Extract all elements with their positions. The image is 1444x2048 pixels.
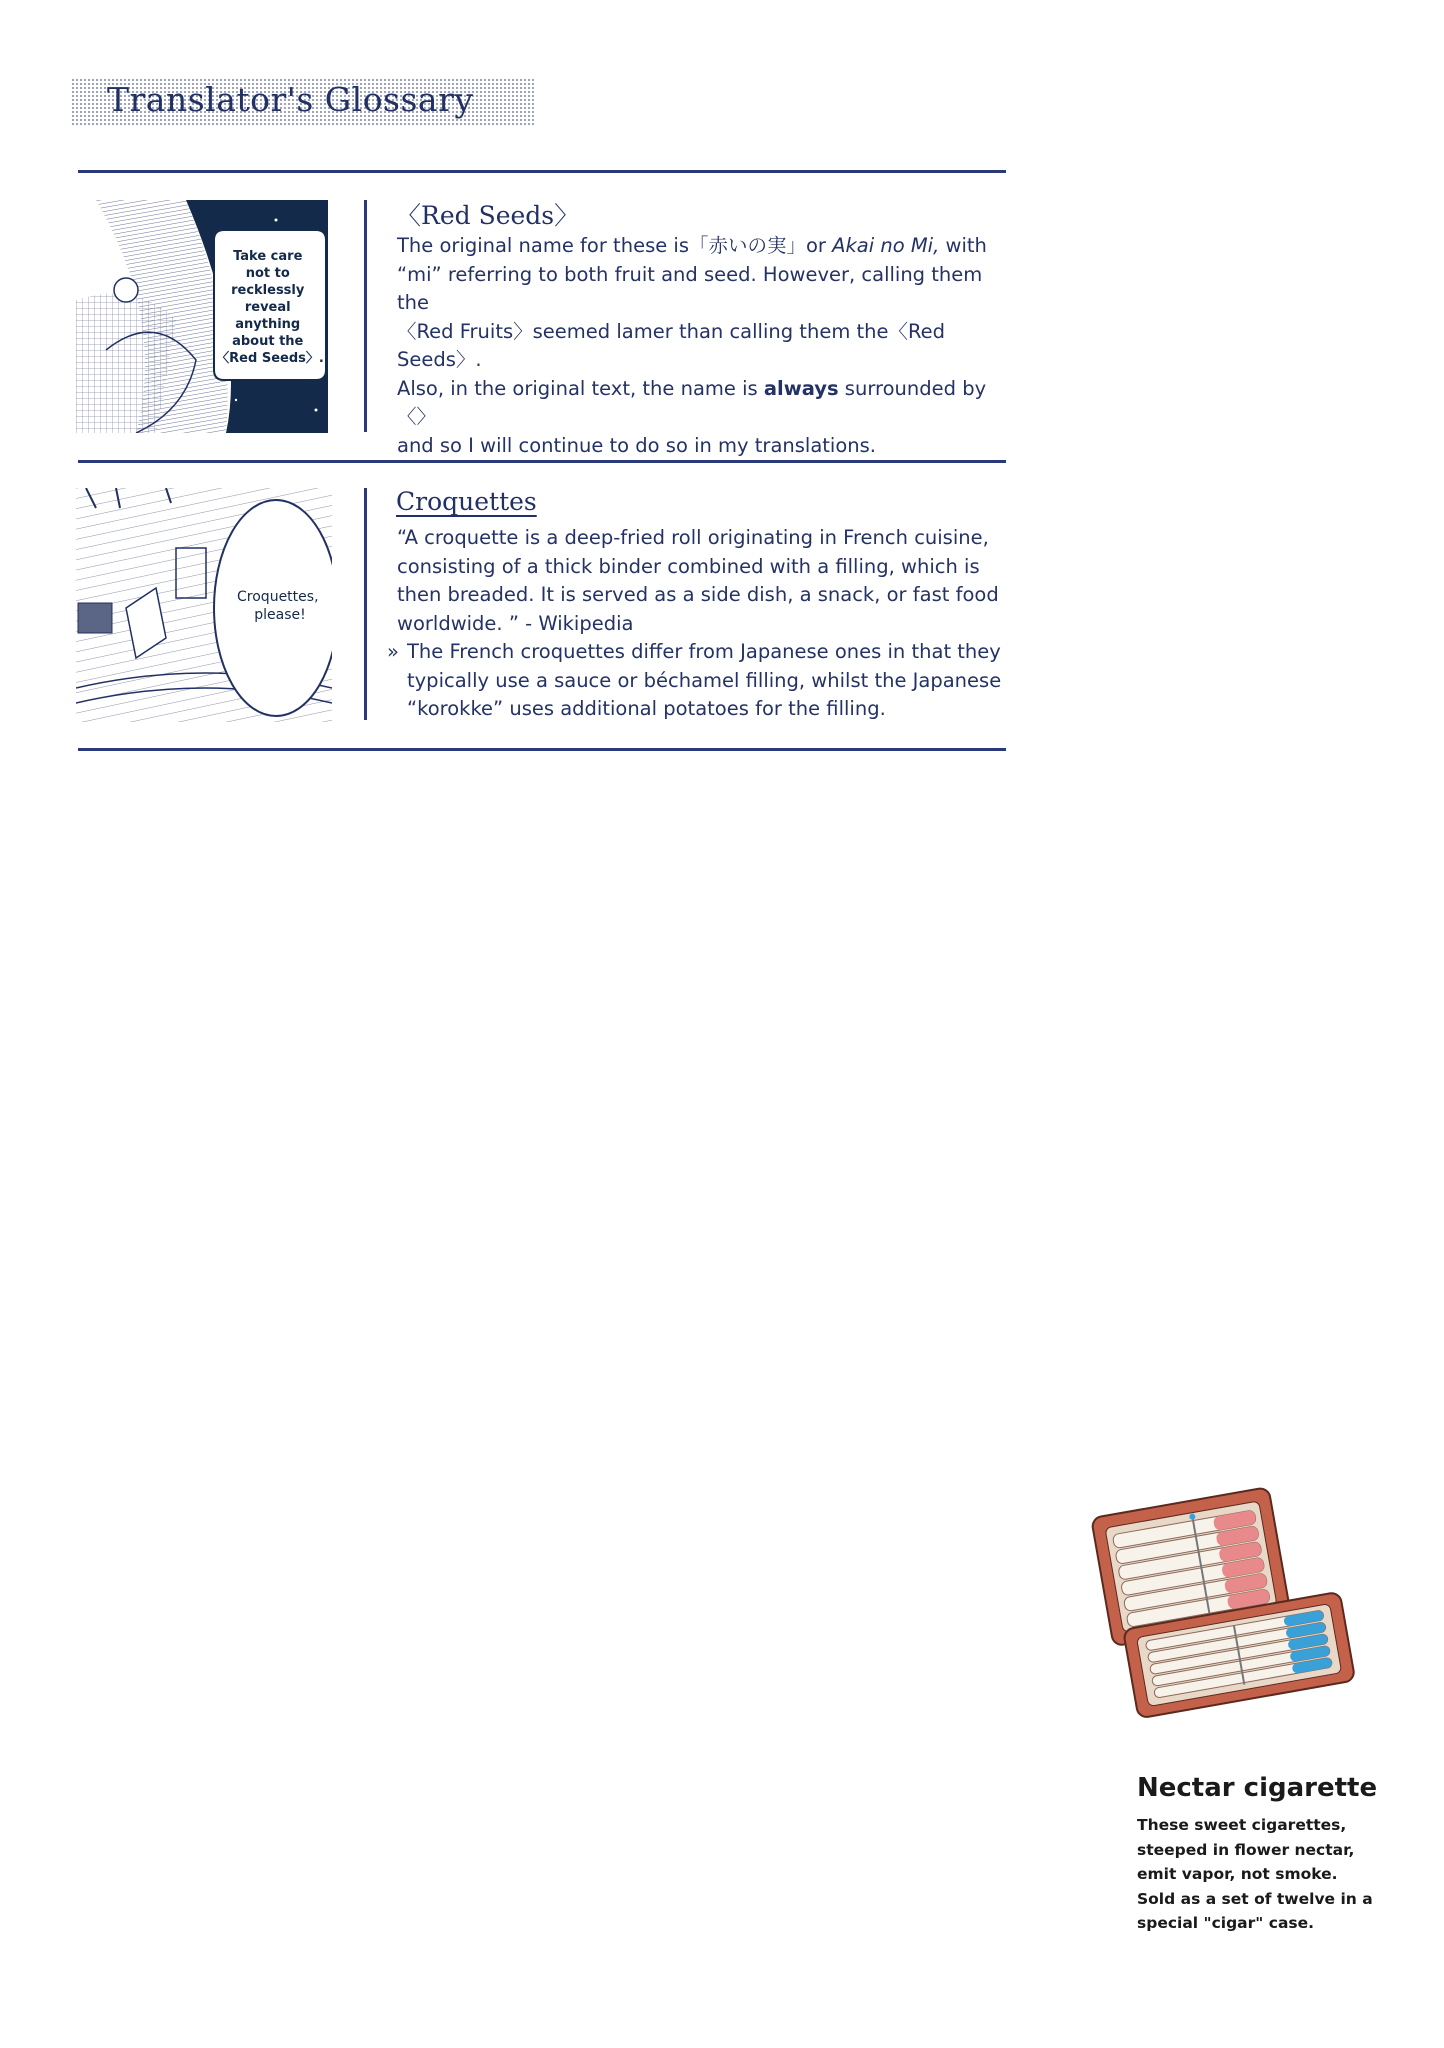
glossary-header-banner [71, 78, 535, 126]
entry-title-red-seeds: 〈Red Seeds〉 [396, 201, 580, 230]
nectar-cigarette-description: These sweet cigarettes, steeped in flower nectar, emit vapor, not smoke. Sold as a set of twelve in a special "cigar" case. [1137, 1816, 1373, 1932]
entry-body-croquettes: “A croquette is a deep-fried roll originating in French cuisine, consisting of a thick binder combined with a filling, which is then breaded. It is served as a side dish, a snack, or fast food worldwide. ” - Wikipedia » The French croquettes differ from Japanese ones in that they typically use a sauce or béchamel filling, whilst the Japanese “korokke” uses additional potatoes for the filling. [387, 526, 1002, 720]
caption-line: 〈Red Seeds〉. [216, 351, 324, 366]
caption-line: anything [235, 317, 301, 332]
entry-body-red-seeds: The original name for these is「赤いの実」or Akai no Mi, with “mi” referring to both fruit and seed. However, calling them the 〈Red Fruits〉seemed lamer than calling them the〈Red Seeds〉. Also, in the original text, the name is always surrounded by〈〉 and so I will continue to do so in my translations. [397, 234, 987, 457]
divider-middle [78, 460, 1006, 463]
nectar-cigarette-title: Nectar cigarette [1137, 1773, 1378, 1803]
caption-line: recklessly [231, 283, 305, 298]
divider-top [78, 170, 1006, 173]
cigarette-case-illustration [1090, 1480, 1370, 1720]
entry-1-vertical-rule [364, 200, 367, 432]
croquettes-manga-panel [76, 488, 332, 722]
caption-line: please! [254, 607, 306, 623]
page-title: Translator's Glossary [107, 80, 474, 119]
bullet-icon: » [387, 640, 399, 663]
red-seeds-manga-panel [76, 200, 328, 433]
caption-line: Croquettes, [237, 589, 319, 605]
divider-bottom [78, 748, 1006, 751]
caption-line: not to [245, 266, 290, 281]
entry-title-croquettes: Croquettes [396, 487, 537, 516]
caption-line: about the [232, 334, 304, 349]
caption-line: Take care [233, 249, 303, 264]
entry-2-vertical-rule [364, 488, 367, 720]
caption-line: reveal [244, 300, 291, 315]
